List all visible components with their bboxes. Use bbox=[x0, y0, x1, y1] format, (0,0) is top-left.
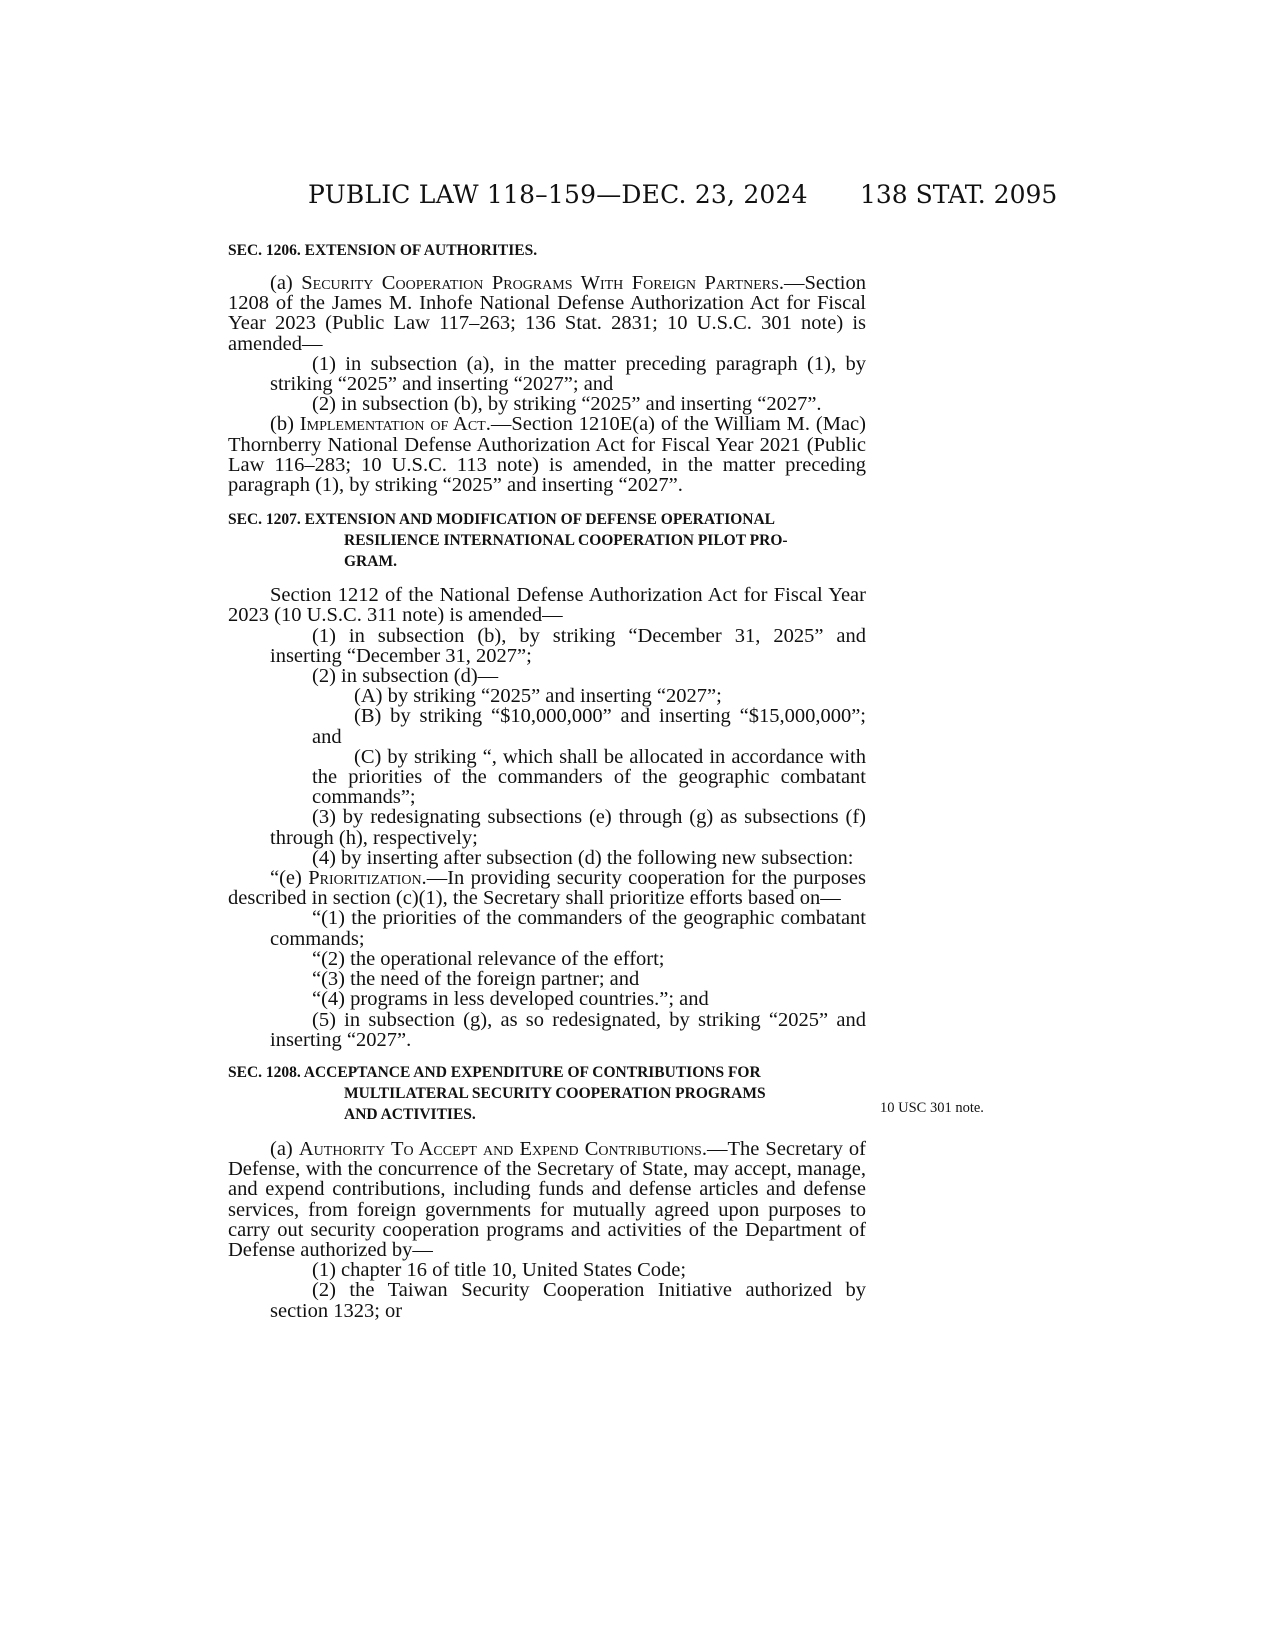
section-1207-e-paragraph-2: “(2) the operational relevance of the effort; bbox=[312, 947, 665, 970]
subsection-caption: Prioritization. bbox=[308, 867, 427, 890]
running-header-law: PUBLIC LAW 118–159—DEC. 23, 2024 bbox=[308, 180, 808, 209]
section-1207-paragraph-5: (5) in subsection (g), as so redesignated, by striking “2025” and inserting “2027”. bbox=[270, 1008, 866, 1051]
subsection-caption: Security Cooperation Programs With Foreign Partners. bbox=[301, 272, 784, 294]
section-1207-e-paragraph-3: “(3) the need of the foreign partner; and bbox=[312, 968, 640, 991]
document-body bbox=[228, 240, 866, 1321]
section-1206-heading bbox=[228, 240, 866, 261]
section-1206-heading-text: SEC. 1206. EXTENSION OF AUTHORITIES. bbox=[228, 242, 538, 259]
section-1207-heading: SEC. 1207. EXTENSION AND MODIFICATION OF DEFENSE OPERATIONAL RESILIENCE INTERNATIONAL COOPERATION PILOT PRO- GRAM. bbox=[228, 511, 788, 571]
section-1207-e-paragraph-1: “(1) the priorities of the commanders of the geographic combatant commands; bbox=[270, 907, 866, 950]
section-1208-subsection-a: (a) Authority To Accept and Expend Contributions.—The Secretary of Defense, with the concurrence of the Secretary of State, may accept, manage, and expend contributions, including funds and defense articles and defense services, from foreign governments for mutually agreed upon purposes to carry out security cooperation programs and activities of the Department of Defense authorized by— bbox=[228, 1137, 867, 1261]
margin-note: 10 USC 301 note. bbox=[880, 1100, 984, 1116]
running-header-stat: 138 STAT. 2095 bbox=[860, 180, 1058, 209]
section-1207-paragraph-2: (2) in subsection (d)— bbox=[312, 665, 499, 688]
section-1208-heading: SEC. 1208. ACCEPTANCE AND EXPENDITURE OF CONTRIBUTIONS FOR MULTILATERAL SECURITY COOPERATION PROGRAMS AND ACTIVITIES. bbox=[228, 1063, 766, 1123]
section-1207-intro: Section 1212 of the National Defense Authorization Act for Fiscal Year 2023 (10 U.S.C. 311 note) is amended— bbox=[228, 584, 866, 627]
section-1207-paragraph-3: (3) by redesignating subsections (e) through (g) as subsections (f) through (h), respectively; bbox=[270, 806, 866, 849]
section-1207-paragraph-4: (4) by inserting after subsection (d) the following new subsection: bbox=[312, 846, 854, 869]
section-1206-paragraph-2: (2) in subsection (b), by striking “2025” and inserting “2027”. bbox=[312, 393, 822, 416]
section-1207-subparagraph-c: (C) by striking “, which shall be allocated in accordance with the priorities of the commanders of the geographic combatant commands”; bbox=[312, 745, 866, 809]
section-1207-paragraph-1: (1) in subsection (b), by striking “December 31, 2025” and inserting “December 31, 2027”; bbox=[270, 624, 866, 667]
section-1206-subsection-a: (a) Security Cooperation Programs With Foreign Partners.—Section 1208 of the James M. Inhofe National Defense Authorization Act for Fiscal Year 2023 (Public Law 117–263; 136 Stat. 2831; 10 U.S.C. 301 note) is amended— bbox=[228, 272, 866, 355]
section-1207-subparagraph-a: (A) by striking “2025” and inserting “2027”; bbox=[354, 685, 722, 708]
section-1207-new-subsection-e: “(e) Prioritization.—In providing security cooperation for the purposes described in section (c)(1), the Secretary shall prioritize efforts based on— bbox=[228, 867, 866, 910]
section-1208-paragraph-1: (1) chapter 16 of title 10, United States Code; bbox=[312, 1259, 687, 1282]
section-1206-subsection-b: (b) Implementation of Act.—Section 1210E(a) of the William M. (Mac) Thornberry National Defense Authorization Act for Fiscal Year 2021 (Public Law 116–283; 10 U.S.C. 113 note) is amended, in the matter preceding paragraph (1), by striking “2025” and inserting “2027”. bbox=[228, 413, 866, 497]
section-1208-paragraph-2: (2) the Taiwan Security Cooperation Initiative authorized by section 1323; or bbox=[270, 1279, 866, 1322]
subsection-caption: Authority To Accept and Expend Contributions. bbox=[298, 1137, 707, 1160]
section-1207-subparagraph-b: (B) by striking “$10,000,000” and inserting “$15,000,000”; and bbox=[312, 705, 866, 748]
section-1206-paragraph-1: (1) in subsection (a), in the matter preceding paragraph (1), by striking “2025” and inserting “2027”; and bbox=[270, 352, 866, 396]
section-1207-e-paragraph-4: “(4) programs in less developed countries.”; and bbox=[312, 988, 709, 1011]
subsection-caption: Implementation of Act. bbox=[299, 413, 491, 436]
